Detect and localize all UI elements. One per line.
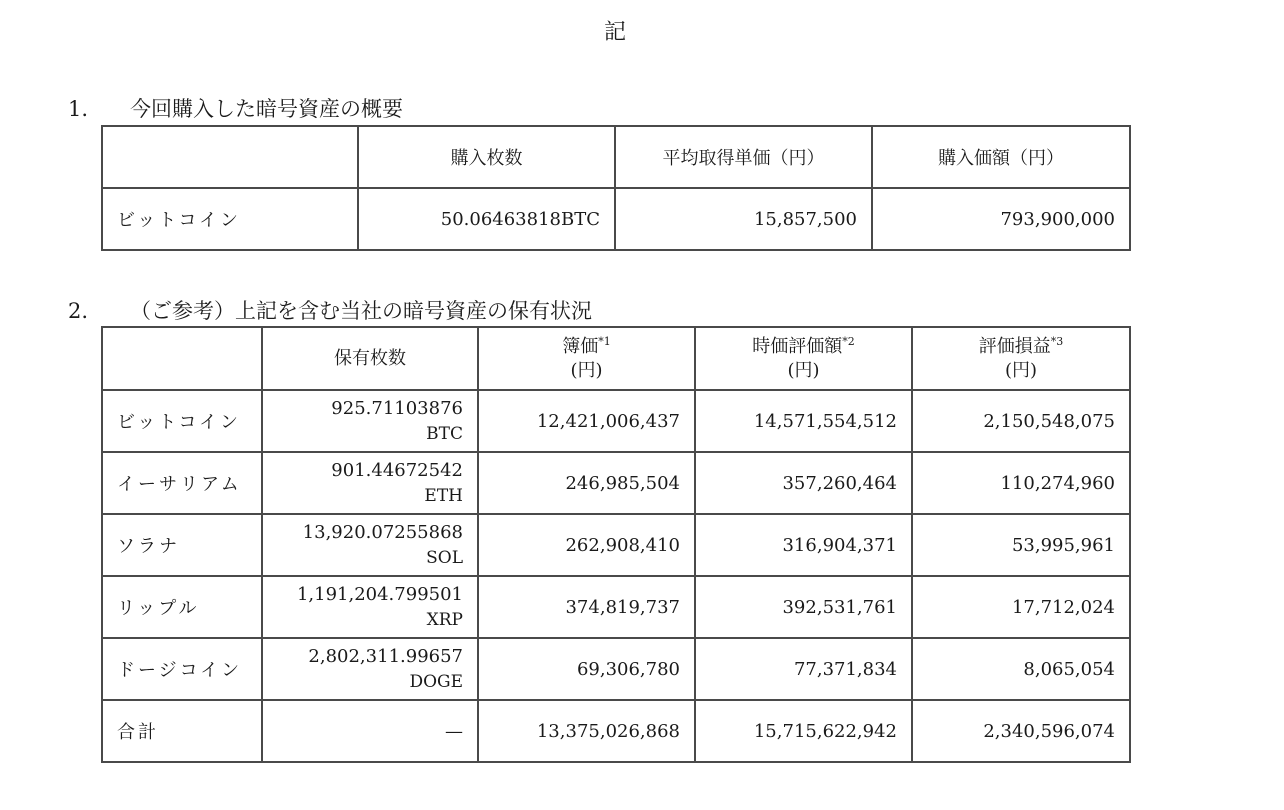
book-value: 69,306,780	[478, 638, 695, 700]
column-header-unit: (円)	[570, 359, 603, 381]
quantity-unit: DOGE	[409, 672, 463, 692]
total-quantity: —	[262, 700, 478, 762]
valuation-gain: 17,712,024	[912, 576, 1130, 638]
market-value: 392,531,761	[695, 576, 912, 638]
market-value: 77,371,834	[695, 638, 912, 700]
asset-name: ビットコイン	[102, 188, 358, 250]
valuation-gain: 53,995,961	[912, 514, 1130, 576]
section2-heading	[68, 296, 592, 326]
quantity-unit: SOL	[426, 548, 463, 568]
valuation-gain: 8,065,054	[912, 638, 1130, 700]
quantity-unit: ETH	[424, 486, 463, 506]
document-title: 記	[603, 20, 626, 45]
footnote-marker: *2	[842, 334, 855, 348]
holding-quantity	[262, 638, 478, 700]
table-row	[102, 576, 1130, 638]
table-row	[102, 390, 1130, 452]
table-header-row	[102, 126, 1130, 188]
section2-heading-text: （ご参考）上記を含む当社の暗号資産の保有状況	[130, 299, 592, 323]
asset-name: イーサリアム	[102, 452, 262, 514]
table-header-row	[102, 327, 1130, 390]
quantity-unit: XRP	[426, 610, 463, 630]
quantity-value: 901.44672542	[331, 460, 463, 481]
purchase-quantity: 50.06463818BTC	[358, 188, 615, 250]
market-value: 316,904,371	[695, 514, 912, 576]
holding-quantity	[262, 452, 478, 514]
holding-quantity	[262, 576, 478, 638]
column-header-unit: (円)	[787, 359, 820, 381]
book-value: 374,819,737	[478, 576, 695, 638]
book-value: 246,985,504	[478, 452, 695, 514]
total-book-value: 13,375,026,868	[478, 700, 695, 762]
quantity-value: 13,920.07255868	[302, 522, 463, 543]
table-row	[102, 188, 1130, 250]
book-value: 12,421,006,437	[478, 390, 695, 452]
total-gain: 2,340,596,074	[912, 700, 1130, 762]
column-header-avg-price: 平均取得単価（円）	[615, 126, 872, 188]
quantity-unit: BTC	[426, 424, 463, 444]
column-header-unit: (円)	[1004, 359, 1038, 381]
asset-name: ビットコイン	[102, 390, 262, 452]
book-value: 262,908,410	[478, 514, 695, 576]
column-header-label: 簿価	[562, 335, 599, 357]
valuation-gain: 110,274,960	[912, 452, 1130, 514]
total-row	[102, 700, 1130, 762]
section1-number: 1.	[68, 97, 89, 121]
table-row	[102, 514, 1130, 576]
valuation-gain: 2,150,548,075	[912, 390, 1130, 452]
holdings-table	[101, 326, 1131, 763]
footnote-marker: *3	[1050, 334, 1064, 348]
column-header-quantity: 購入枚数	[358, 126, 615, 188]
purchase-summary-table	[101, 125, 1131, 251]
column-header-market-value	[695, 327, 912, 390]
asset-name: ドージコイン	[102, 638, 262, 700]
purchase-amount: 793,900,000	[872, 188, 1130, 250]
column-header-label: 保有枚数	[334, 347, 406, 369]
footnote-marker: *1	[598, 334, 611, 348]
holding-quantity	[262, 390, 478, 452]
total-market-value: 15,715,622,942	[695, 700, 912, 762]
asset-name: リップル	[102, 576, 262, 638]
column-header-name	[102, 126, 358, 188]
section1-heading	[68, 94, 403, 124]
section1-heading-text: 今回購入した暗号資産の概要	[130, 97, 403, 121]
market-value: 14,571,554,512	[695, 390, 912, 452]
column-header-gain	[912, 327, 1130, 390]
column-header-holding-quantity	[262, 327, 478, 390]
total-label: 合計	[102, 700, 262, 762]
holding-quantity	[262, 514, 478, 576]
quantity-value: 1,191,204.799501	[296, 584, 463, 605]
column-header-label: 時価評価額	[752, 335, 843, 357]
market-value: 357,260,464	[695, 452, 912, 514]
column-header-book-value	[478, 327, 695, 390]
avg-acquisition-price: 15,857,500	[615, 188, 872, 250]
asset-name: ソラナ	[102, 514, 262, 576]
quantity-value: 2,802,311.99657	[308, 646, 463, 667]
table-row	[102, 452, 1130, 514]
quantity-value: 925.71103876	[331, 398, 463, 419]
column-header-name	[102, 327, 262, 390]
column-header-amount: 購入価額（円）	[872, 126, 1130, 188]
column-header-label: 評価損益	[978, 335, 1051, 357]
section2-number: 2.	[68, 299, 89, 323]
table-row	[102, 638, 1130, 700]
